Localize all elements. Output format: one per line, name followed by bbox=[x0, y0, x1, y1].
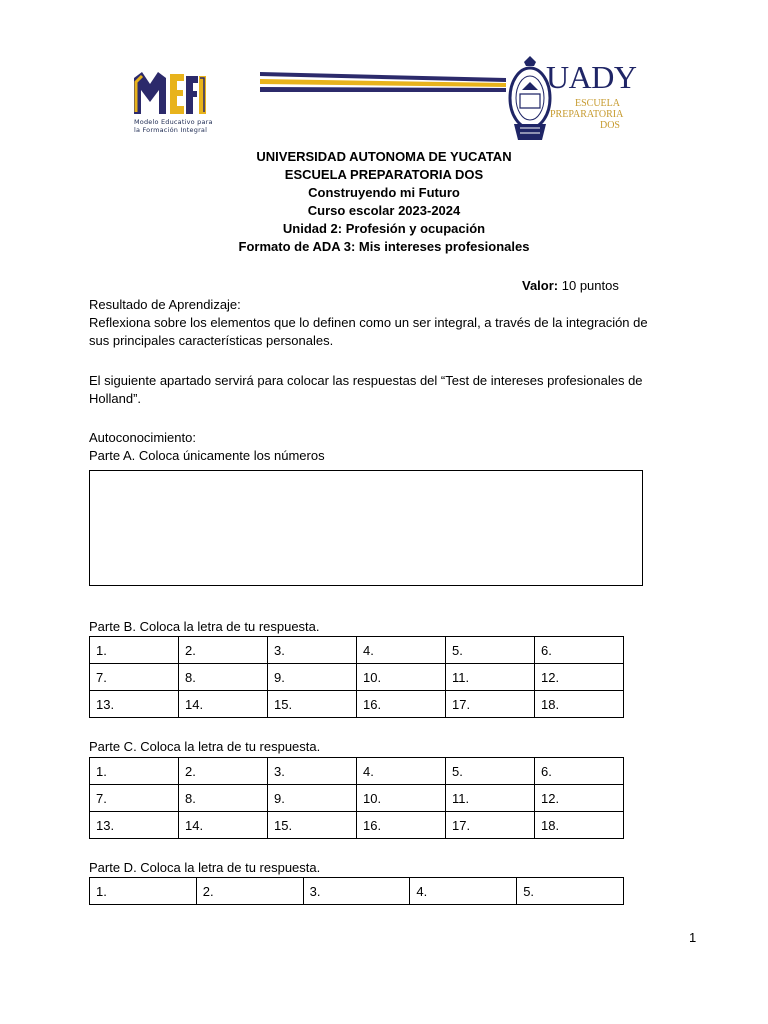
answer-cell[interactable]: 4. bbox=[357, 758, 446, 785]
table-row bbox=[90, 691, 624, 718]
table-row bbox=[90, 637, 624, 664]
answer-cell[interactable]: 8. bbox=[179, 785, 268, 812]
autoconocimiento-heading: Autoconocimiento: bbox=[89, 430, 196, 445]
answer-cell[interactable]: 2. bbox=[179, 758, 268, 785]
answer-cell[interactable]: 4. bbox=[410, 878, 517, 905]
valor bbox=[522, 278, 619, 293]
parte-b-label: Parte B. Coloca la letra de tu respuesta. bbox=[89, 619, 320, 634]
answer-cell[interactable]: 16. bbox=[357, 691, 446, 718]
answer-cell[interactable]: 3. bbox=[268, 758, 357, 785]
intro-section bbox=[89, 372, 709, 408]
answer-cell[interactable]: 11. bbox=[446, 664, 535, 691]
mefi-logo bbox=[132, 68, 252, 140]
title-line1: UNIVERSIDAD AUTONOMA DE YUCATAN bbox=[256, 149, 512, 164]
page-number: 1 bbox=[689, 930, 697, 945]
answer-cell[interactable]: 15. bbox=[268, 691, 357, 718]
table-row bbox=[90, 664, 624, 691]
answer-cell[interactable]: 17. bbox=[446, 812, 535, 839]
mefi-logo-graphic bbox=[132, 68, 208, 116]
valor-label: Valor: bbox=[522, 278, 559, 293]
title-line5: Unidad 2: Profesión y ocupación bbox=[282, 221, 486, 236]
answer-cell[interactable]: 1. bbox=[90, 637, 179, 664]
answer-cell[interactable]: 14. bbox=[179, 691, 268, 718]
answer-cell[interactable]: 1. bbox=[90, 878, 197, 905]
answer-cell[interactable]: 14. bbox=[179, 812, 268, 839]
answer-cell[interactable]: 5. bbox=[517, 878, 624, 905]
answer-cell[interactable]: 18. bbox=[535, 812, 624, 839]
answer-cell[interactable]: 12. bbox=[535, 785, 624, 812]
title-line6: Formato de ADA 3: Mis intereses profesionales bbox=[238, 239, 530, 254]
title-block bbox=[0, 148, 768, 256]
answer-cell[interactable]: 18. bbox=[535, 691, 624, 718]
intro-line1: El siguiente apartado servirá para colocar las respuestas del “Test de intereses profesionales de bbox=[89, 373, 643, 388]
resultado-heading: Resultado de Aprendizaje: bbox=[89, 297, 241, 312]
answer-cell[interactable]: 13. bbox=[90, 691, 179, 718]
valor-value: 10 puntos bbox=[561, 278, 619, 293]
header-stripes bbox=[260, 70, 506, 98]
title-line4: Curso escolar 2023-2024 bbox=[307, 203, 461, 218]
answer-cell[interactable]: 17. bbox=[446, 691, 535, 718]
answer-cell[interactable]: 9. bbox=[268, 785, 357, 812]
answer-cell[interactable]: 15. bbox=[268, 812, 357, 839]
answer-cell[interactable]: 4. bbox=[357, 637, 446, 664]
answer-cell[interactable]: 10. bbox=[357, 785, 446, 812]
mefi-line2: la Formación Integral bbox=[134, 126, 208, 134]
parte-c-table bbox=[89, 757, 624, 839]
answer-cell[interactable]: 2. bbox=[179, 637, 268, 664]
answer-cell[interactable]: 3. bbox=[268, 637, 357, 664]
answer-cell[interactable]: 12. bbox=[535, 664, 624, 691]
answer-cell[interactable]: 2. bbox=[196, 878, 303, 905]
parte-d-table bbox=[89, 877, 624, 905]
answer-cell[interactable]: 6. bbox=[535, 637, 624, 664]
answer-cell[interactable]: 16. bbox=[357, 812, 446, 839]
table-row bbox=[90, 878, 624, 905]
resultado-text-line1: Reflexiona sobre los elementos que lo definen como un ser integral, a través de la integración de bbox=[89, 315, 648, 330]
uady-sub1: ESCUELA bbox=[575, 98, 620, 109]
answer-cell[interactable]: 11. bbox=[446, 785, 535, 812]
parte-a-answer-box[interactable] bbox=[89, 470, 643, 586]
answer-cell[interactable]: 1. bbox=[90, 758, 179, 785]
parte-c-label: Parte C. Coloca la letra de tu respuesta. bbox=[89, 739, 321, 754]
uady-logo-text: UADY bbox=[546, 59, 637, 95]
mefi-line1: Modelo Educativo para bbox=[134, 118, 213, 126]
answer-cell[interactable]: 8. bbox=[179, 664, 268, 691]
table-row bbox=[90, 785, 624, 812]
answer-cell[interactable]: 7. bbox=[90, 664, 179, 691]
table-row bbox=[90, 812, 624, 839]
parte-b-table bbox=[89, 636, 624, 718]
answer-cell[interactable]: 3. bbox=[303, 878, 410, 905]
table-row bbox=[90, 758, 624, 785]
answer-cell[interactable]: 5. bbox=[446, 758, 535, 785]
resultado-text-line2: sus principales características personales. bbox=[89, 333, 334, 348]
answer-cell[interactable]: 5. bbox=[446, 637, 535, 664]
answer-cell[interactable]: 7. bbox=[90, 785, 179, 812]
uady-sub3: DOS bbox=[599, 120, 620, 131]
uady-sub2: PREPARATORIA bbox=[550, 109, 624, 120]
title-line3: Construyendo mi Futuro bbox=[308, 185, 460, 200]
answer-cell[interactable]: 6. bbox=[535, 758, 624, 785]
answer-cell[interactable]: 9. bbox=[268, 664, 357, 691]
answer-cell[interactable]: 13. bbox=[90, 812, 179, 839]
parte-d-label: Parte D. Coloca la letra de tu respuesta. bbox=[89, 860, 321, 875]
title-line2: ESCUELA PREPARATORIA DOS bbox=[284, 167, 484, 182]
answer-cell[interactable]: 10. bbox=[357, 664, 446, 691]
uady-logo bbox=[506, 54, 637, 146]
parte-a-label: Parte A. Coloca únicamente los números bbox=[89, 448, 325, 463]
resultado-section bbox=[89, 296, 709, 350]
intro-line2: Holland”. bbox=[89, 391, 142, 406]
autoconocimiento-section bbox=[89, 429, 709, 465]
